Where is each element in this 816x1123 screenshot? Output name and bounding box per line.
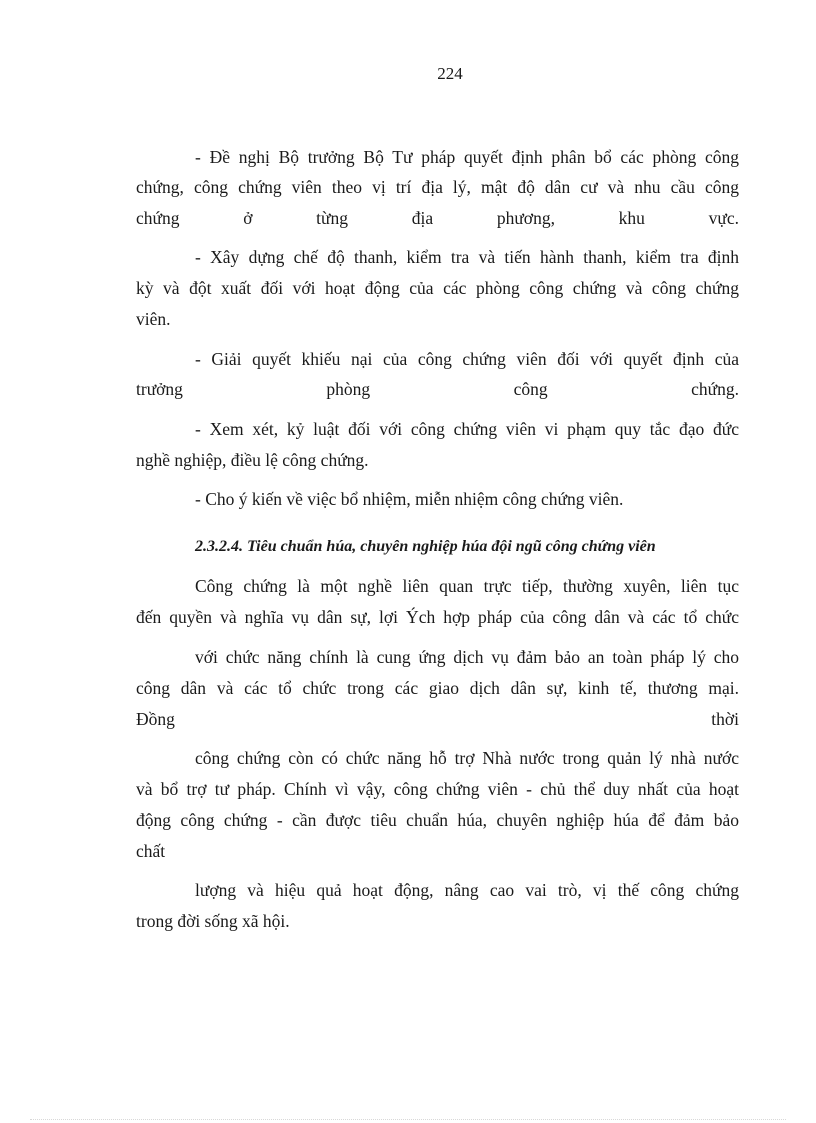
text-line: đến quyền và nghĩa vụ dân sự, lợi Ých hợp pháp của công dân và các tổ chức [136, 607, 739, 627]
section-heading: 2.3.2.4. Tiêu chuẩn húa, chuyên nghiệp húa đội ngũ công chứng viên [195, 538, 656, 555]
text-line: động công chứng - cần được tiêu chuẩn húa, chuyên nghiệp húa để đảm bảo [136, 810, 739, 830]
text-line: công dân và các tổ chức trong các giao dịch dân sự, kinh tế, thương mại. [136, 678, 739, 698]
page-number: 224 [437, 64, 463, 83]
text-line: trong đời sống xã hội. [136, 911, 290, 931]
text-line: chất [136, 841, 166, 861]
page-bottom-rule [30, 1119, 786, 1120]
text-line: Đồng thời [136, 709, 739, 729]
text-line: chứng ở từng địa phương, khu vực. [136, 208, 739, 228]
text-line: và bổ trợ tư pháp. Chính vì vậy, công chứng viên - chủ thể duy nhất của hoạt [136, 779, 739, 799]
text-line: - Xem xét, kỷ luật đối với công chứng viên vi phạm quy tắc đạo đức [195, 419, 739, 439]
text-line: - Cho ý kiến về việc bổ nhiệm, miễn nhiệm công chứng viên. [195, 489, 624, 509]
text-line: chứng, công chứng viên theo vị trí địa lý, mật độ dân cư và nhu cầu công [136, 177, 739, 197]
text-line: công chứng còn có chức năng hỗ trợ Nhà nước trong quản lý nhà nước [195, 748, 739, 768]
text-line: kỳ và đột xuất đối với hoạt động của các phòng công chứng và công chứng [136, 278, 739, 298]
text-line: - Giải quyết khiếu nại của công chứng viên đối với quyết định của [195, 349, 739, 369]
text-line: viên. [136, 309, 171, 329]
text-line: Công chứng là một nghề liên quan trực tiếp, thường xuyên, liên tục [195, 576, 739, 596]
text-line: lượng và hiệu quả hoạt động, nâng cao vai trò, vị thế công chứng [195, 880, 739, 900]
text-line: trưởng phòng công chứng. [136, 379, 739, 399]
text-line: nghề nghiệp, điều lệ công chứng. [136, 450, 369, 470]
text-line: - Đề nghị Bộ trưởng Bộ Tư pháp quyết định phân bổ các phòng công [195, 147, 739, 167]
text-line: với chức năng chính là cung ứng dịch vụ đảm bảo an toàn pháp lý cho [195, 647, 739, 667]
text-line: - Xây dựng chế độ thanh, kiểm tra và tiến hành thanh, kiểm tra định [195, 247, 739, 267]
